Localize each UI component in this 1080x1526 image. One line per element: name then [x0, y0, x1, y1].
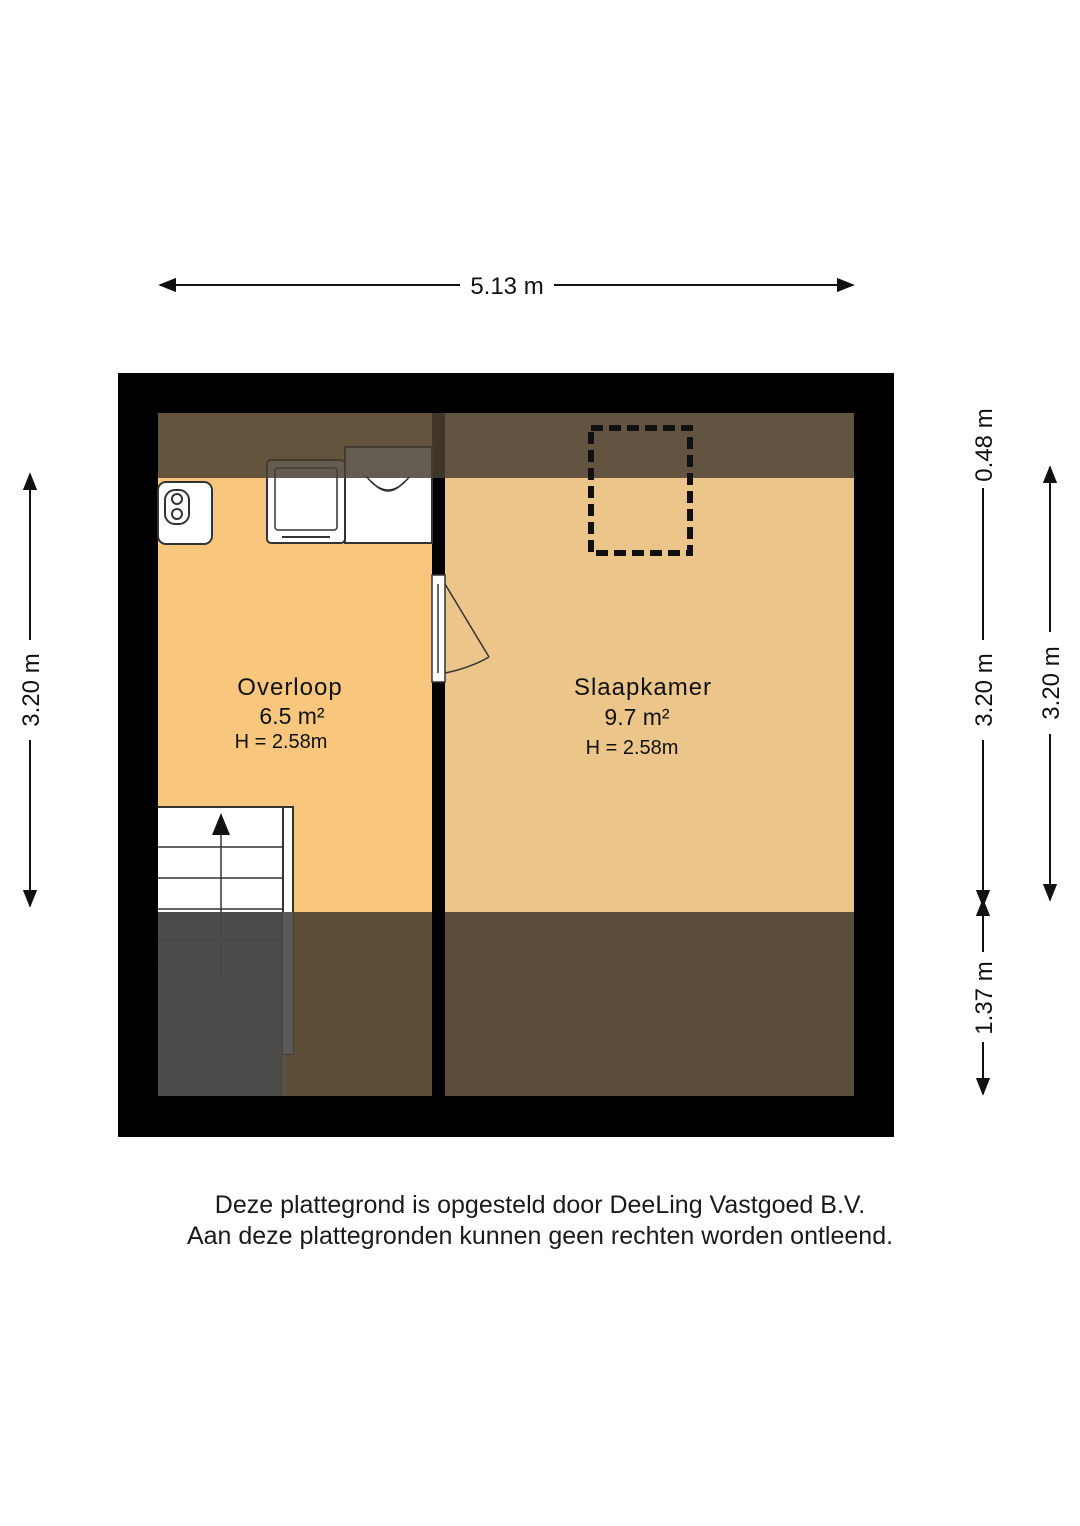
room-height-slaapkamer: H = 2.58m — [585, 737, 679, 759]
dimension-top — [160, 273, 853, 300]
interior-wall-lower — [432, 912, 445, 1096]
dimension-left — [18, 474, 45, 906]
stair-rail-shade — [283, 912, 293, 1054]
disclaimer-line-2: Aan deze plattegronden kunnen geen rechten worden ontleend. — [186, 1222, 894, 1250]
boiler-icon — [158, 482, 212, 544]
room-name-slaapkamer: Slaapkamer — [573, 674, 713, 701]
dimension-top-label: 5.13 m — [470, 273, 544, 300]
dimension-right-middle-label: 3.20 m — [971, 653, 998, 727]
dimension-left-label: 3.20 m — [18, 653, 45, 727]
room-name-overloop: Overloop — [237, 674, 343, 701]
room-area-slaapkamer: 9.7 m² — [604, 704, 670, 730]
low-ceiling-top-shade — [158, 413, 854, 478]
room-area-overloop: 6.5 m² — [259, 703, 325, 729]
dimension-far-right-label: 3.20 m — [1038, 646, 1065, 720]
room-height-overloop: H = 2.58m — [234, 731, 328, 753]
dimension-right-top-label: 0.48 m — [971, 408, 998, 482]
disclaimer — [0, 1190, 1080, 1252]
disclaimer-line-1: Deze plattegrond is opgesteld door DeeLing Vastgoed B.V. — [214, 1191, 866, 1219]
dimension-right-bottom-label: 1.37 m — [971, 961, 998, 1035]
dimension-right-stack — [971, 408, 998, 1094]
stair-shade — [158, 912, 283, 1096]
dimension-far-right — [1038, 467, 1065, 900]
